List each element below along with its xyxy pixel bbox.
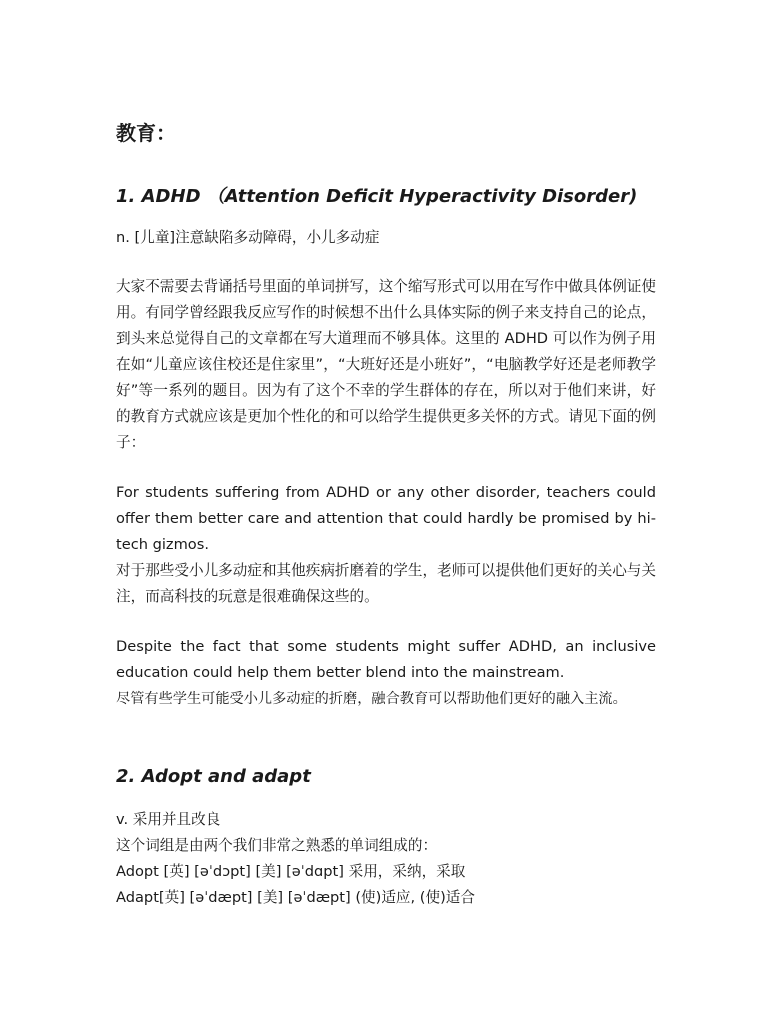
adopt-pronunciation-line: Adopt [英] [əˈdɔpt] [美] [əˈdɑpt] 采用，采纳，采取 <box>116 863 466 880</box>
page-title: 教育： <box>116 121 176 145</box>
section-1-heading: 1. ADHD （Attention Deficit Hyperactivity Disorder) <box>116 186 638 207</box>
example-2-english: Despite the fact that some students might suffer ADHD, an inclusive education could help them better blend into the mainstream. <box>116 638 656 681</box>
section-1-definition: n. [儿童]注意缺陷多动障碍，小儿多动症 <box>116 229 380 246</box>
section-2-intro: 这个词组是由两个我们非常之熟悉的单词组成的： <box>116 837 438 854</box>
example-1-chinese: 对于那些受小儿多动症和其他疾病折磨着的学生，老师可以提供他们更好的关心与关注，而高科技的玩意是很难确保这些的。 <box>116 562 656 605</box>
adapt-pronunciation-line: Adapt[英] [əˈdæpt] [美] [əˈdæpt] (使)适应, (使)适合 <box>116 889 475 906</box>
section-2-definition: v. 采用并且改良 <box>116 811 221 828</box>
section-1-paragraph: 大家不需要去背诵括号里面的单词拼写，这个缩写形式可以用在写作中做具体例证使用。有同学曾经跟我反应写作的时候想不出什么具体实际的例子来支持自己的论点，到头来总觉得自己的文章都在写大道理而不够具体。这里的 ADHD 可以作为例子用在如“儿童应该住校还是住家里”，“大班好还是小班好”，“电脑教学好还是老师教学好”等一系列的题目。因为有了这个不幸的学生群体的存在，所以对于他们来讲，好的教育方式就应该是更加个性化的和可以给学生提供更多关怀的方式。请见下面的例子： <box>116 278 656 451</box>
section-2-heading: 2. Adopt and adapt <box>116 766 311 787</box>
example-1-english: For students suffering from ADHD or any other disorder, teachers could offer them better care and attention that could hardly be promised by hi-tech gizmos. <box>116 484 656 553</box>
example-2-chinese: 尽管有些学生可能受小儿多动症的折磨，融合教育可以帮助他们更好的融入主流。 <box>116 691 627 707</box>
